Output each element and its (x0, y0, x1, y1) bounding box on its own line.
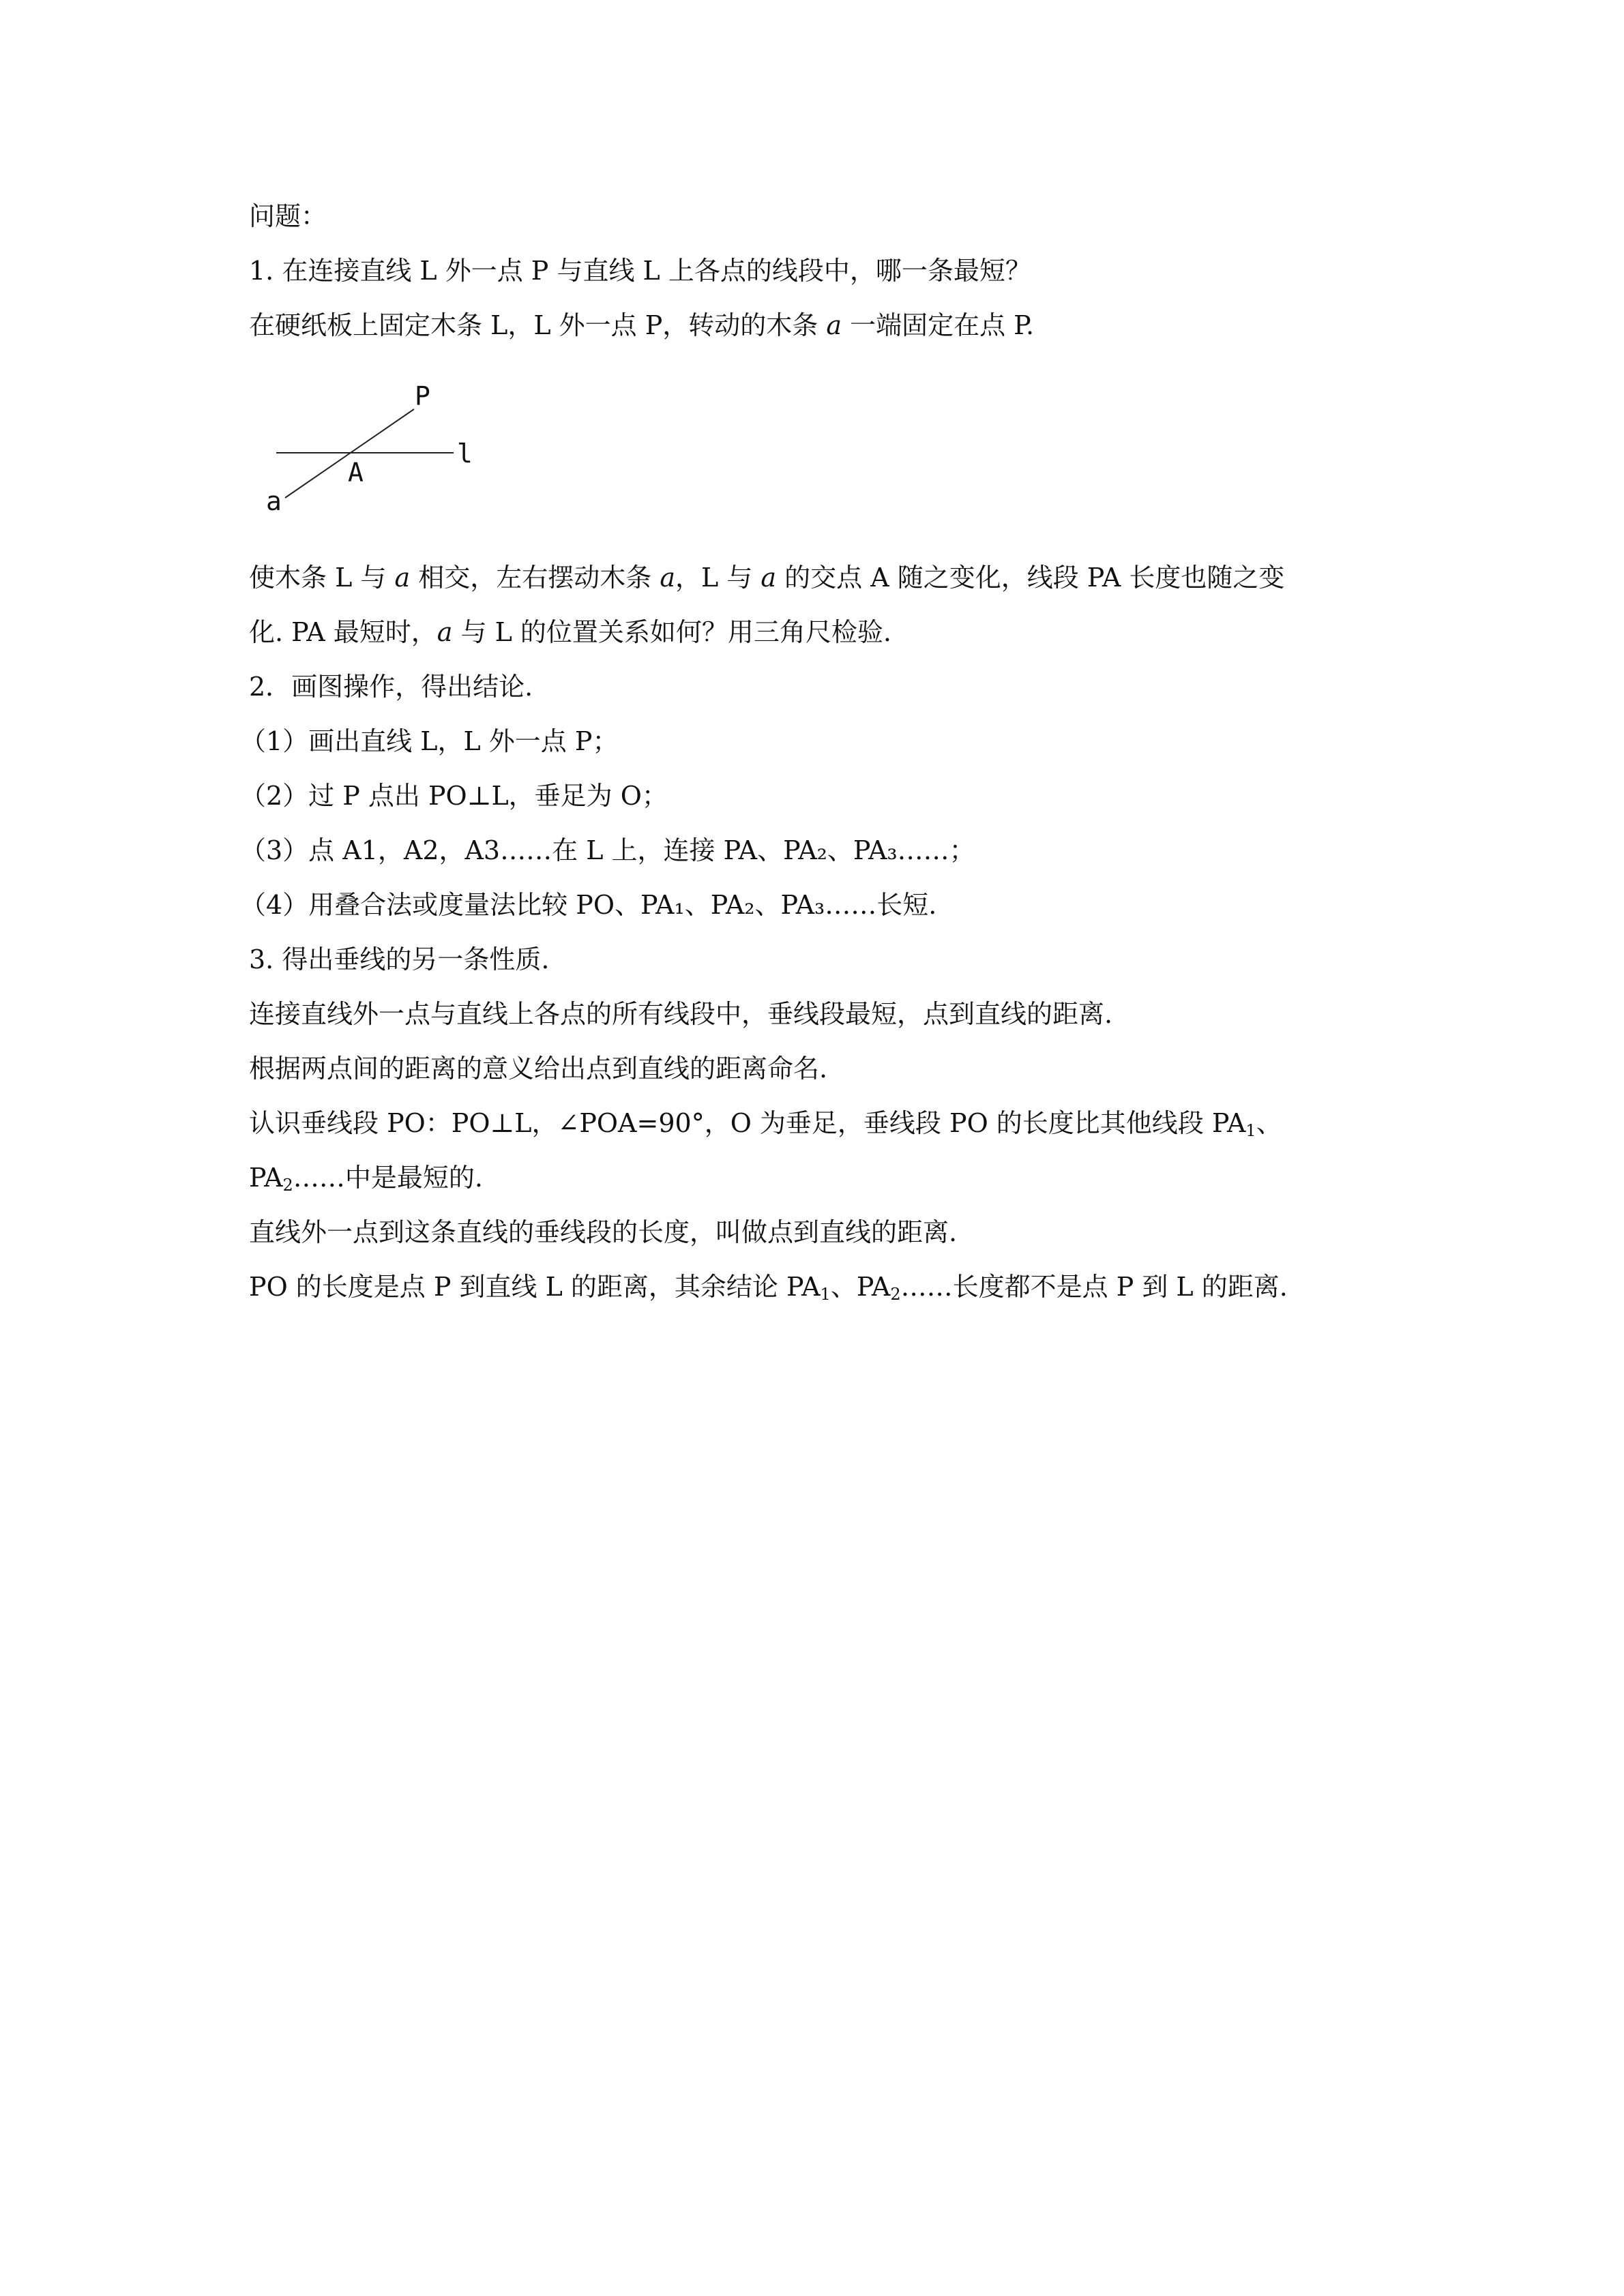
p3-text-b: 、 (1256, 1108, 1282, 1138)
q3-p2: 根据两点间的距离的意义给出点到直线的距离命名. (249, 1054, 828, 1084)
q1-intro (249, 308, 1034, 342)
label-line-a: a (266, 486, 282, 516)
label-l: l (457, 438, 473, 468)
p4-text-b: ……中是最短的. (293, 1163, 483, 1193)
p3-text-a: 认识垂线段 PO：PO⊥L，∠POA=90°，O 为垂足，垂线段 PO 的长度比其他线段 PA (249, 1108, 1246, 1138)
p6-sub-2: 2 (890, 1285, 901, 1304)
para-swing-line1 (249, 561, 1284, 595)
q1-title: 1. 在连接直线 L 外一点 P 与直线 L 上各点的线段中，哪一条最短？ (249, 256, 1031, 286)
q2-step2: （2）过 P 点出 PO⊥L，垂足为 O； (240, 781, 668, 811)
q1-intro-text-b: 一端固定在点 P. (842, 310, 1035, 340)
swing-text-a: 使木条 L 与 (249, 563, 395, 593)
p4-sub-2: 2 (282, 1176, 293, 1195)
q3-p1: 连接直线外一点与直线上各点的所有线段中，垂线段最短，点到直线的距离. (249, 999, 1113, 1029)
p6-sub-1: 1 (820, 1285, 831, 1304)
p6-text-a: PO 的长度是点 P 到直线 L 的距离，其余结论 PA (249, 1272, 821, 1302)
swing-text-c: ，L 与 (675, 563, 761, 593)
p3-sub-1: 1 (1245, 1121, 1256, 1140)
q1-intro-var: a (826, 310, 842, 340)
swing2-text-b: 与 L 的位置关系如何？用三角尺检验. (452, 617, 891, 647)
q1-intro-text-a: 在硬纸板上固定木条 L，L 外一点 P，转动的木条 (249, 310, 827, 340)
label-point-a: A (348, 458, 364, 488)
label-p: P (415, 382, 430, 411)
swing2-var: a (437, 617, 453, 647)
q3-p6 (249, 1270, 1288, 1304)
q2-step1: （1）画出直线 L，L 外一点 P； (240, 726, 619, 756)
swing-var-3: a (761, 563, 777, 593)
p6-text-b: 、PA (830, 1272, 891, 1302)
q2-title: 2．画图操作，得出结论. (249, 672, 533, 702)
q2-step3: （3）点 A1，A2，A3……在 L 上，连接 PA、PA₂、PA₃……； (240, 835, 975, 865)
swing-var-1: a (394, 563, 411, 593)
swing-var-2: a (660, 563, 675, 593)
swing-text-b: 相交，左右摆动木条 (410, 563, 660, 593)
heading: 问题： (249, 201, 327, 231)
swing-text-d: 的交点 A 随之变化，线段 PA 长度也随之变 (776, 563, 1285, 593)
q3-p4 (249, 1161, 483, 1195)
p6-text-c: ……长度都不是点 P 到 L 的距离. (900, 1272, 1288, 1302)
q3-p5: 直线外一点到这条直线的垂线段的长度，叫做点到直线的距离. (249, 1217, 958, 1247)
intersecting-lines-figure (252, 382, 484, 518)
swing2-text-a: 化. PA 最短时， (249, 617, 437, 647)
q3-title: 3. 得出垂线的另一条性质. (249, 944, 550, 974)
q3-p3 (249, 1106, 1282, 1140)
p4-text-a: PA (249, 1163, 283, 1193)
q2-step4: （4）用叠合法或度量法比较 PO、PA₁、PA₂、PA₃……长短. (240, 890, 937, 920)
para-swing-line2 (249, 615, 891, 649)
